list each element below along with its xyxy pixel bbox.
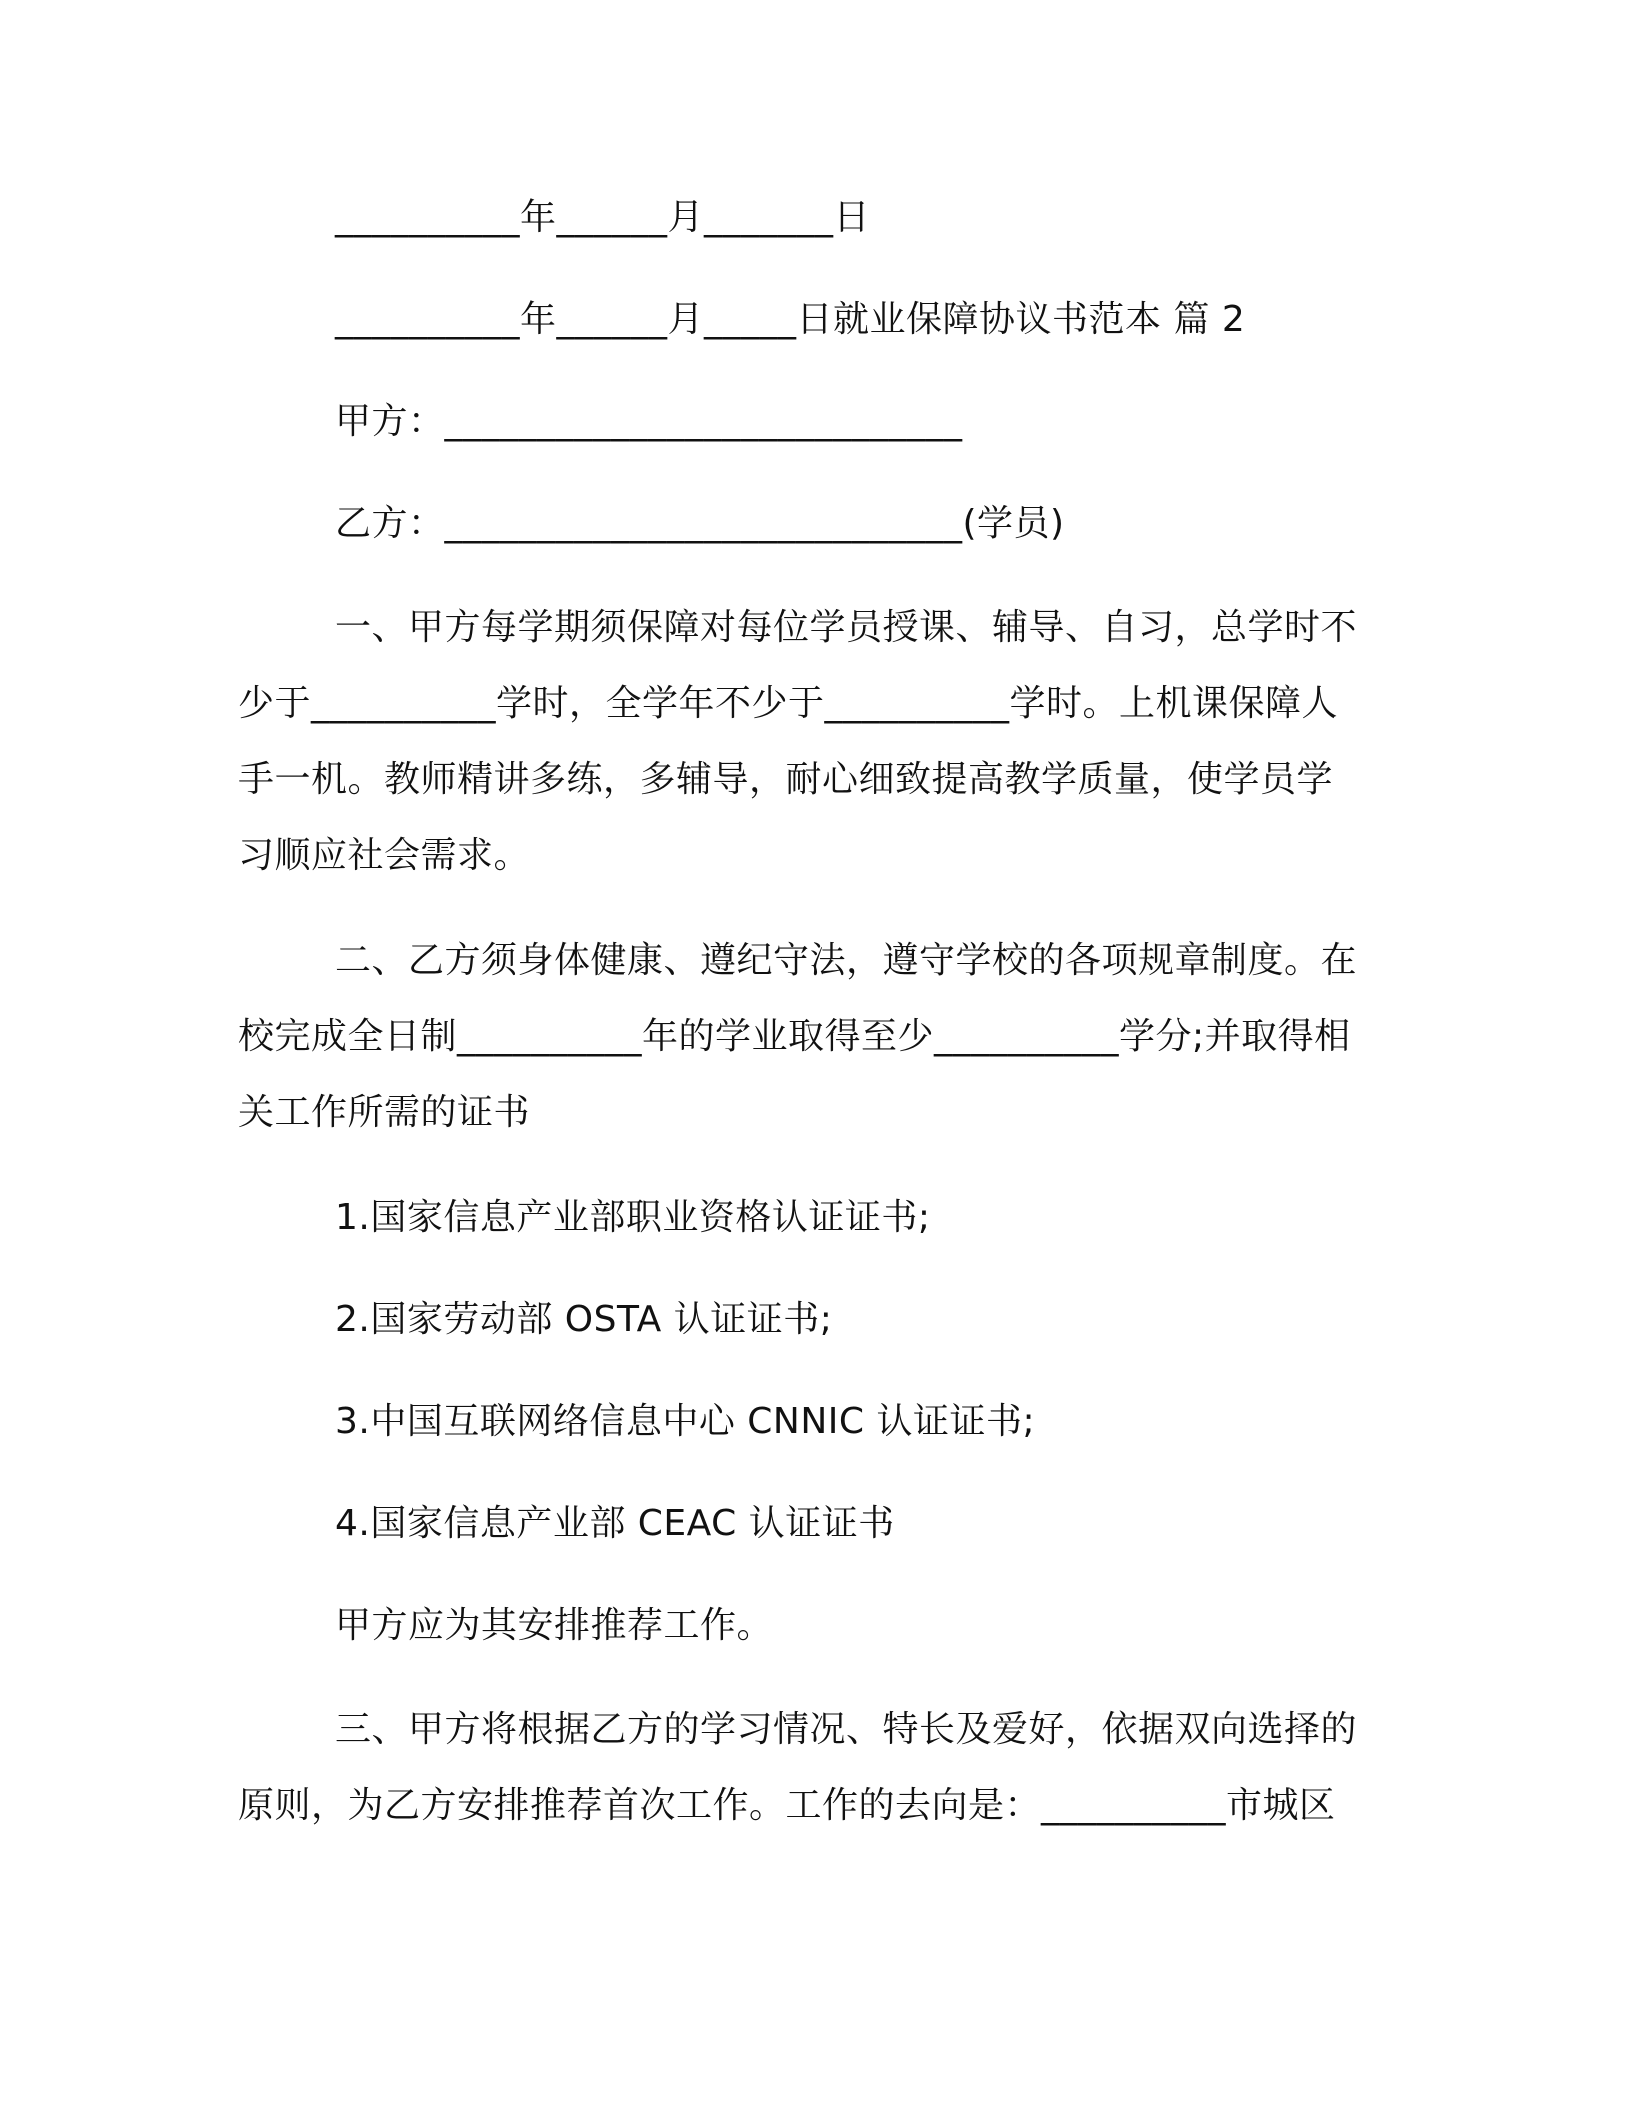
- clause-3-line-2: 原则，为乙方安排推荐首次工作。工作的去向是：__________市城区: [238, 1785, 1336, 1826]
- certificate-item-2: 2.国家劳动部 OSTA 认证证书;: [335, 1299, 833, 1340]
- recommend-work-line: 甲方应为其安排推荐工作。: [335, 1605, 774, 1646]
- clause-1-line-1: 一、甲方每学期须保障对每位学员授课、辅导、自习，总学时不: [335, 607, 1358, 648]
- clause-2-line-1: 二、乙方须身体健康、遵纪守法，遵守学校的各项规章制度。在: [335, 940, 1358, 981]
- clause-1-line-3: 手一机。教师精讲多练，多辅导，耐心细致提高教学质量，使学员学: [238, 759, 1334, 800]
- certificate-item-3: 3.中国互联网络信息中心 CNNIC 认证证书;: [335, 1401, 1036, 1442]
- clause-3-line-1: 三、甲方将根据乙方的学习情况、特长及爱好，依据双向选择的: [335, 1709, 1358, 1750]
- clause-1-line-2: 少于__________学时，全学年不少于__________学时。上机课保障人: [238, 683, 1339, 724]
- party-b-line: 乙方：____________________________(学员): [335, 503, 1065, 544]
- clause-1-line-4: 习顺应社会需求。: [238, 835, 531, 876]
- party-a-line: 甲方：____________________________: [335, 401, 963, 442]
- date-title-line: __________年______月_____日就业保障协议书范本 篇 2: [335, 299, 1246, 340]
- clause-2-line-2: 校完成全日制__________年的学业取得至少__________学分;并取得相: [238, 1016, 1351, 1057]
- date-line-1: __________年______月_______日: [335, 197, 870, 238]
- clause-2-line-3: 关工作所需的证书: [238, 1092, 531, 1133]
- certificate-item-1: 1.国家信息产业部职业资格认证证书;: [335, 1197, 931, 1238]
- certificate-item-4: 4.国家信息产业部 CEAC 认证证书: [335, 1503, 895, 1544]
